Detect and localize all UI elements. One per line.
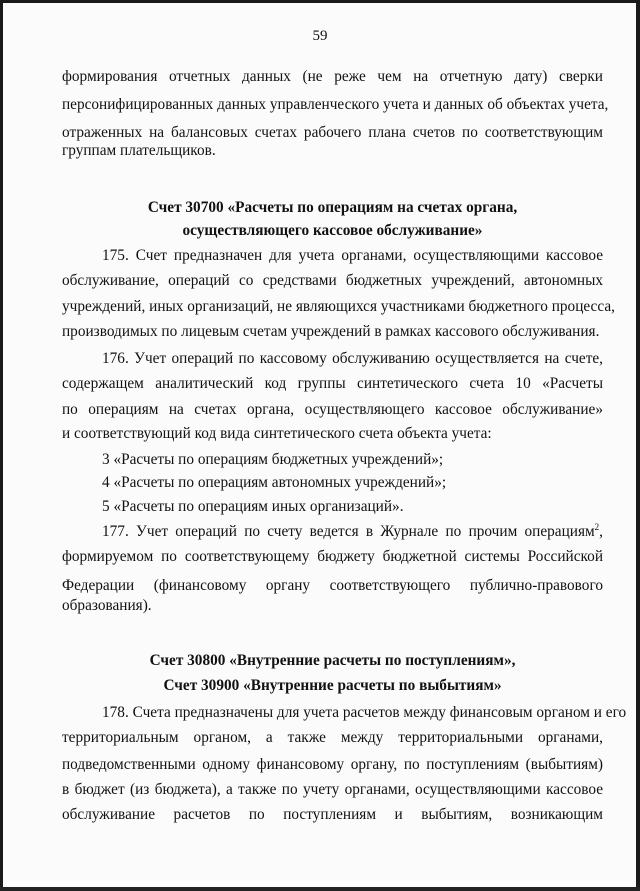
paragraph-line: по операциям на счетах органа, осуществляющего кассовое обслуживание» [62, 401, 603, 418]
scan-edge-left [0, 0, 3, 891]
paragraph-line: формируемом по соответствующему бюджету бюджетной системы Российской [62, 548, 603, 565]
paragraph-line: содержащем аналитический код группы синтетического счета 10 «Расчеты [62, 375, 603, 392]
paragraph-line: обслуживание расчетов по поступлениям и выбытиям, возникающим [62, 806, 603, 823]
footnote-marker: 2 [594, 522, 600, 532]
section-heading: Счет 30900 «Внутренние расчеты по выбытиям» [163, 677, 502, 694]
paragraph-line [102, 523, 603, 541]
paragraph-line: образования). [62, 597, 152, 614]
section-heading: Счет 30700 «Расчеты по операциям на счетах органа, [147, 199, 518, 216]
paragraph-line: подведомственными одному финансовому органу, по поступлениям (выбытиям) [62, 756, 603, 773]
paragraph-line: территориальным органом, а также между территориальными органами, [62, 729, 603, 746]
paragraph-line: персонифицированных данных управленческого учета и данных об объектах учета, [62, 96, 609, 113]
list-item: 3 «Расчеты по операциям бюджетных учреждений»; [102, 451, 444, 468]
paragraph-line: Федерации (финансовому органу соответствующего публично-правового [62, 577, 603, 594]
paragraph-line: 178. Счета предназначены для учета расчетов между финансовым органом и его [102, 704, 627, 721]
paragraph-line: учреждений, иных организаций, не являющихся участниками бюджетного процесса, [62, 298, 615, 315]
paragraph-line: обслуживание, операций со средствами бюджетных учреждений, автономных [62, 272, 603, 289]
page-number: 59 [312, 28, 328, 44]
section-heading: осуществляющего кассовое обслуживание» [182, 222, 483, 239]
list-item: 5 «Расчеты по операциям иных организаций». [102, 498, 404, 515]
paragraph-line: 175. Счет предназначен для учета органами, осуществляющими кассовое [102, 247, 603, 264]
paragraph-line: формирования отчетных данных (не реже чем на отчетную дату) сверки [62, 68, 603, 85]
punctuation: , [599, 523, 603, 540]
section-heading: Счет 30800 «Внутренние расчеты по поступлениям», [149, 652, 516, 669]
paragraph-line: 176. Учет операций по кассовому обслуживанию осуществляется на счете, [102, 350, 603, 367]
paragraph-text: 177. Учет операций по счету ведется в Журнале по прочим операциям [102, 523, 595, 540]
scan-edge-right [636, 0, 640, 891]
list-item: 4 «Расчеты по операциям автономных учреждений»; [102, 474, 447, 491]
paragraph-line: производимых по лицевым счетам учреждений в рамках кассового обслуживания. [62, 323, 600, 340]
scan-edge-bottom [0, 887, 640, 891]
scan-edge-top [0, 0, 640, 3]
paragraph-line: в бюджет (из бюджета), а также по учету органами, осуществляющими кассовое [62, 781, 603, 798]
paragraph-line: и соответствующий код вида синтетического счета объекта учета: [62, 425, 492, 442]
paragraph-line: отраженных на балансовых счетах рабочего плана счетов по соответствующим [62, 124, 603, 141]
paragraph-line: группам плательщиков. [62, 142, 216, 159]
